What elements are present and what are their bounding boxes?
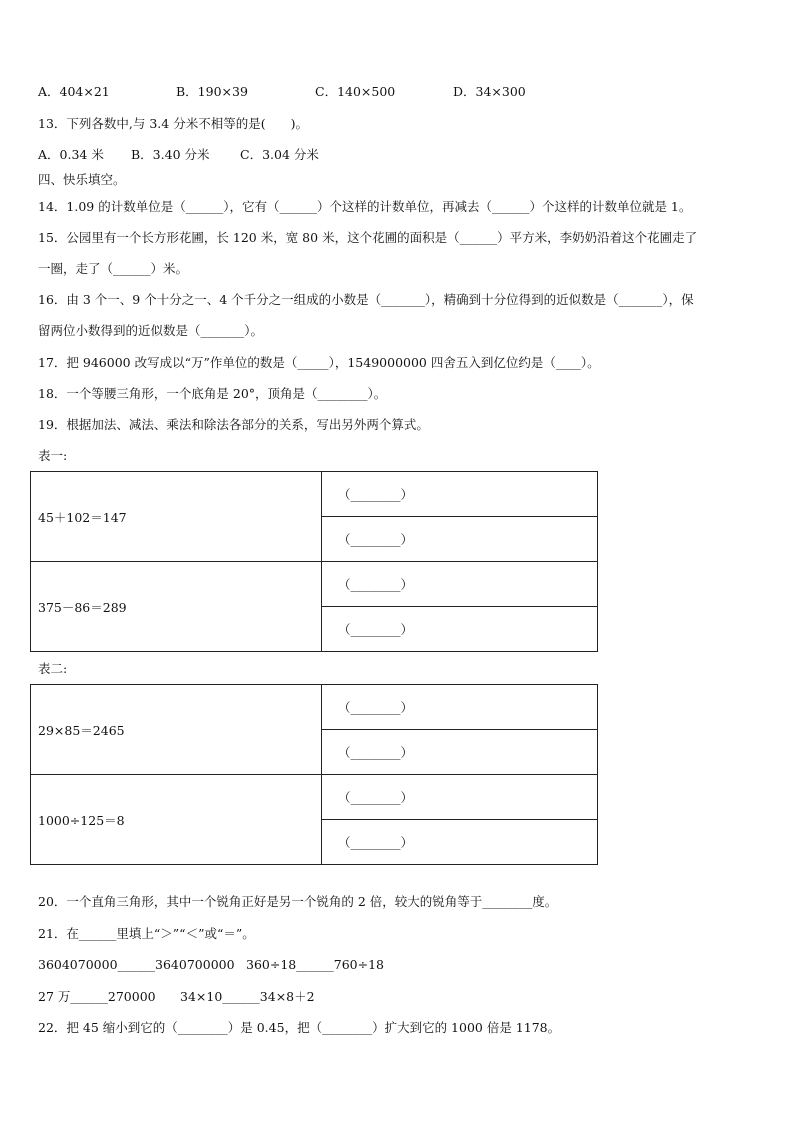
question-16-line-1: 16．由 3 个一、9 个十分之一、4 个千分之一组成的小数是（_______），精确到十分位得到的近似数是（_______），保 <box>38 292 694 307</box>
answer-blank[interactable]: （________） <box>322 820 598 865</box>
equation-cell: 375－86＝289 <box>31 562 322 652</box>
answer-blank[interactable]: （________） <box>322 607 598 652</box>
compare-item: 360÷18______760÷18 <box>246 957 384 972</box>
equation-cell: 45＋102＝147 <box>31 472 322 562</box>
table-1-label: 表一: <box>38 448 68 463</box>
question-15-line-2: 一圈，走了（______）米。 <box>38 261 189 276</box>
question-21: 21．在______里填上“＞”“＜”或“＝”。 <box>38 926 255 941</box>
q13-option-a: A．0.34 米 <box>38 147 104 162</box>
compare-item: 3604070000______3640700000 <box>38 957 235 972</box>
question-14: 14．1.09 的计数单位是（______），它有（______）个这样的计数单位，再减去（______）个这样的计数单位就是 1。 <box>38 199 692 214</box>
question-15-line-1: 15．公园里有一个长方形花圃，长 120 米，宽 80 米，这个花圃的面积是（______）平方米，李奶奶沿着这个花圃走了 <box>38 230 698 245</box>
table-row <box>31 472 598 517</box>
question-18: 18．一个等腰三角形，一个底角是 20°，顶角是（________）。 <box>38 386 387 401</box>
table-row <box>31 685 598 730</box>
answer-blank[interactable]: （________） <box>322 517 598 562</box>
q13-option-c: C．3.04 分米 <box>240 147 319 162</box>
equation-cell: 29×85＝2465 <box>31 685 322 775</box>
table-row <box>31 562 598 607</box>
question-13: 13．下列各数中,与 3.4 分米不相等的是( )。 <box>38 116 308 131</box>
q12-option-c: C．140×500 <box>315 84 396 99</box>
question-19: 19．根据加法、减法、乘法和除法各部分的关系，写出另外两个算式。 <box>38 417 429 432</box>
q12-option-d: D．34×300 <box>453 84 526 99</box>
answer-blank[interactable]: （________） <box>322 562 598 607</box>
compare-item: 27 万______270000 <box>38 989 156 1004</box>
question-17: 17．把 946000 改写成以“万”作单位的数是（_____），1549000000 四舍五入到亿位约是（____）。 <box>38 355 600 370</box>
q12-option-b: B．190×39 <box>176 84 248 99</box>
question-22: 22．把 45 缩小到它的（________）是 0.45，把（________）扩大到它的 1000 倍是 1178。 <box>38 1020 561 1035</box>
table-row <box>31 775 598 820</box>
answer-blank[interactable]: （________） <box>322 472 598 517</box>
section-heading: 四、快乐填空。 <box>38 172 126 187</box>
equation-cell: 1000÷125＝8 <box>31 775 322 865</box>
compare-item: 34×10______34×8＋2 <box>180 989 315 1004</box>
q13-option-b: B．3.40 分米 <box>131 147 210 162</box>
q12-option-a: A．404×21 <box>38 84 110 99</box>
answer-blank[interactable]: （________） <box>322 685 598 730</box>
table-2-label: 表二: <box>38 661 68 676</box>
answer-blank[interactable]: （________） <box>322 775 598 820</box>
question-16-line-2: 留两位小数得到的近似数是（_______）。 <box>38 323 264 338</box>
answer-blank[interactable]: （________） <box>322 730 598 775</box>
table-1 <box>30 471 598 652</box>
table-2 <box>30 684 598 865</box>
question-20: 20．一个直角三角形，其中一个锐角正好是另一个锐角的 2 倍，较大的锐角等于________度。 <box>38 894 558 909</box>
